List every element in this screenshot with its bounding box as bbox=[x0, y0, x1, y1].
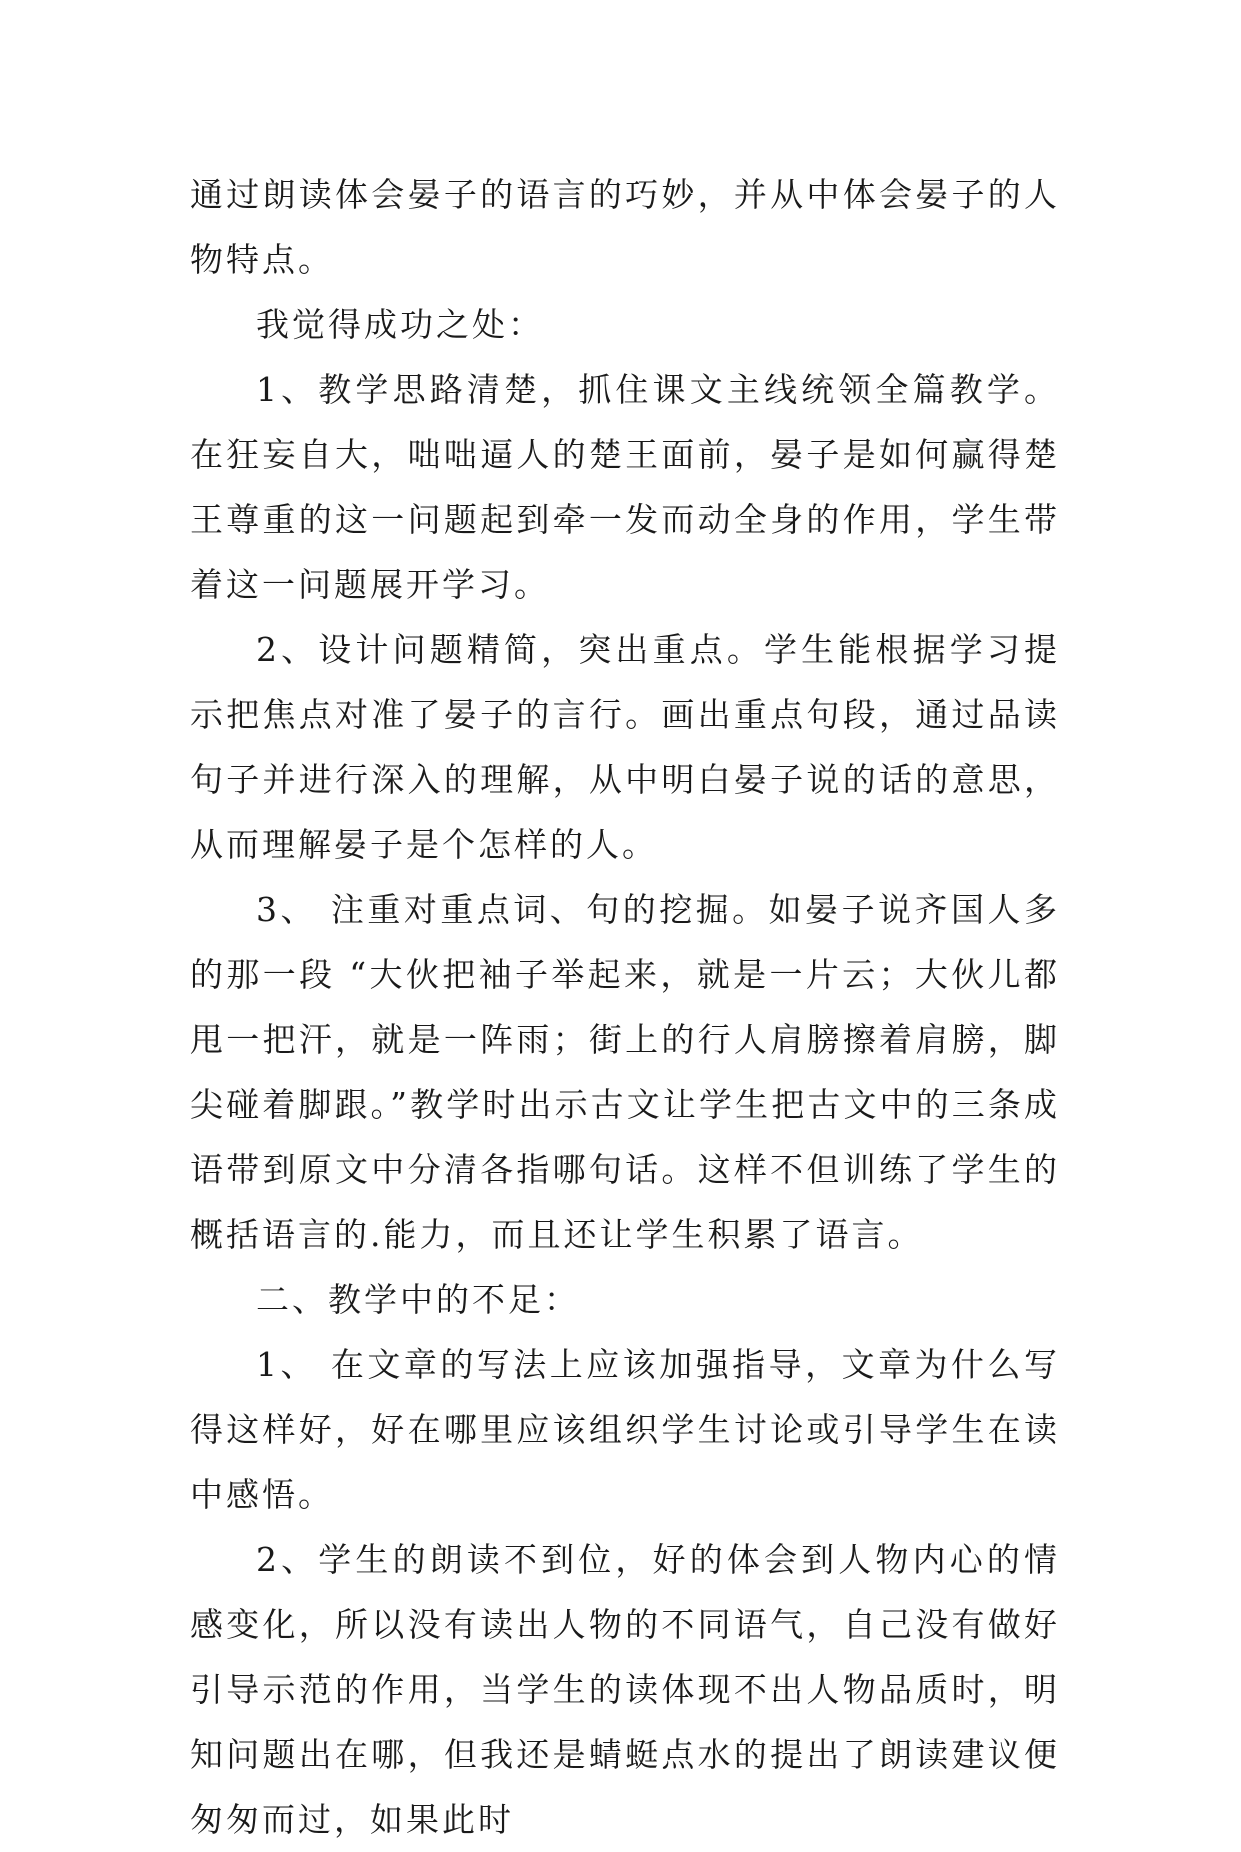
paragraph-1: 通过朗读体会晏子的语言的巧妙，并从中体会晏子的人物特点。 bbox=[190, 175, 1060, 279]
paragraph-2: 我觉得成功之处： bbox=[256, 305, 544, 344]
paragraph-5: 3、 注重对重点词、句的挖掘。如晏子说齐国人多的那一段 “大伙把袖子举起来，就是一片云；大伙儿都甩一把汗，就是一阵雨；街上的行人肩膀擦着肩膀，脚尖碰着脚跟。”教学时出示古文让学生把古文中的三条成语带到原文中分清各指哪句话。这样不但训练了学生的概括语言的.能力，而且还让学生积累了语言。 bbox=[190, 890, 1060, 1254]
paragraph-8: 2、学生的朗读不到位，好的体会到人物内心的情感变化，所以没有读出人物的不同语气，自己没有做好引导示范的作用，当学生的读体现不出人物品质时，明知问题出在哪，但我还是蜻蜓点水的提出了朗读建议便匆匆而过，如果此时 bbox=[190, 1540, 1060, 1839]
paragraph-7: 1、 在文章的写法上应该加强指导，文章为什么写得这样好，好在哪里应该组织学生讨论或引导学生在读中感悟。 bbox=[190, 1345, 1060, 1514]
body-text bbox=[190, 162, 1060, 1852]
paragraph-6: 二、教学中的不足： bbox=[256, 1280, 580, 1319]
paragraph-4: 2、设计问题精简，突出重点。学生能根据学习提示把焦点对准了晏子的言行。画出重点句段，通过品读句子并进行深入的理解，从中明白晏子说的话的意思，从而理解晏子是个怎样的人。 bbox=[190, 630, 1060, 864]
paragraph-3: 1、教学思路清楚，抓住课文主线统领全篇教学。在狂妄自大，咄咄逼人的楚王面前，晏子是如何赢得楚王尊重的这一问题起到牵一发而动全身的作用，学生带着这一问题展开学习。 bbox=[190, 370, 1060, 604]
